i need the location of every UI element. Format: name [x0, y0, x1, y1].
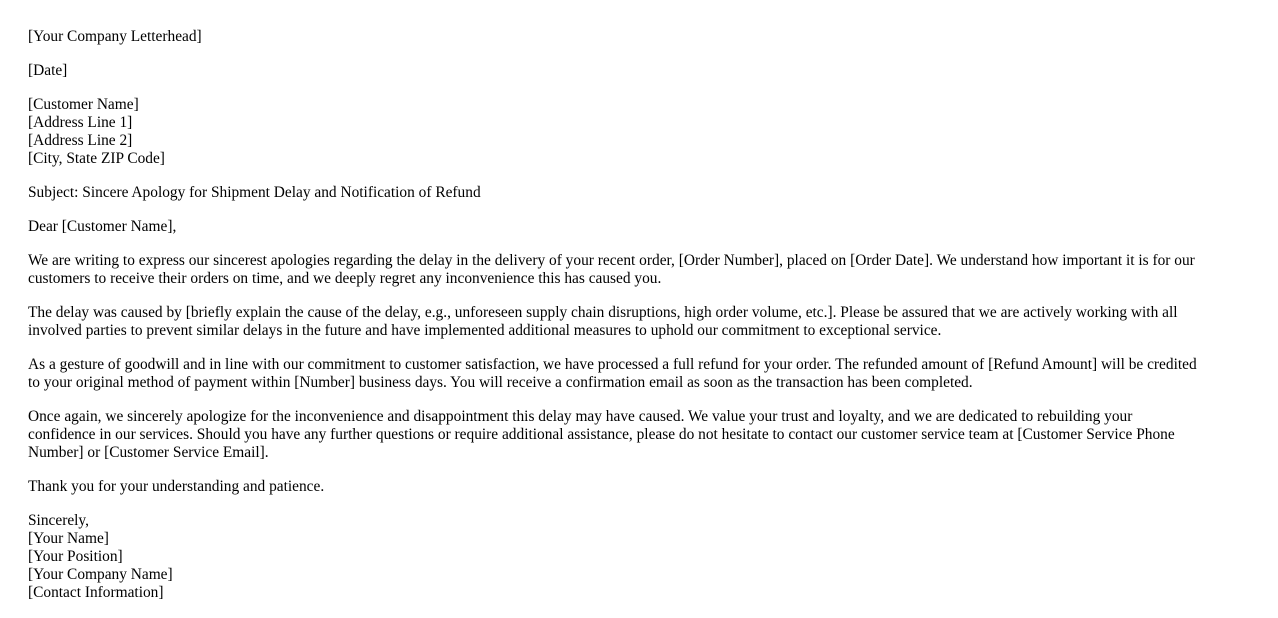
thanks-line	[28, 478, 1258, 496]
body-paragraph-1	[28, 252, 1258, 288]
signer-company: [Your Company Name]	[28, 566, 173, 583]
letter-document	[28, 28, 1258, 618]
subject-line	[28, 184, 1258, 202]
paragraph-line: Number] or [Customer Service Email].	[28, 444, 269, 461]
city-state-zip: [City, State ZIP Code]	[28, 150, 165, 167]
signature-block	[28, 512, 1258, 602]
thanks-text: Thank you for your understanding and patience.	[28, 478, 325, 495]
paragraph-line: confidence in our services. Should you have any further questions or require additional assistance, please do not hesitate to contact our customer service team at [Customer Service Phone	[28, 426, 1175, 443]
body-paragraph-2	[28, 304, 1258, 340]
paragraph-line: The delay was caused by [briefly explain the cause of the delay, e.g., unforeseen supply chain disruptions, high order volume, etc.]. Please be assured that we are actively working with all	[28, 304, 1178, 321]
recipient-name: [Customer Name]	[28, 96, 139, 113]
paragraph-line: As a gesture of goodwill and in line with our commitment to customer satisfaction, we have processed a full refund for your order. The refunded amount of [Refund Amount] will be credited	[28, 356, 1197, 373]
signer-name: [Your Name]	[28, 530, 109, 547]
paragraph-line: involved parties to prevent similar delays in the future and have implemented additional measures to uphold our commitment to exceptional service.	[28, 322, 942, 339]
body-paragraph-3	[28, 356, 1258, 392]
paragraph-line: to your original method of payment within [Number] business days. You will receive a confirmation email as soon as the transaction has been completed.	[28, 374, 973, 391]
signer-contact: [Contact Information]	[28, 584, 164, 601]
salutation	[28, 218, 1258, 236]
address-line-1: [Address Line 1]	[28, 114, 133, 131]
recipient-address	[28, 96, 1258, 168]
letterhead-text: [Your Company Letterhead]	[28, 28, 202, 45]
signer-position: [Your Position]	[28, 548, 123, 565]
valediction: Sincerely,	[28, 512, 89, 529]
body-paragraph-4	[28, 408, 1258, 462]
subject-text: Subject: Sincere Apology for Shipment Delay and Notification of Refund	[28, 184, 481, 201]
salutation-text: Dear [Customer Name],	[28, 218, 177, 235]
letter-date	[28, 62, 1258, 80]
paragraph-line: customers to receive their orders on time, and we deeply regret any inconvenience this has caused you.	[28, 270, 662, 287]
date-text: [Date]	[28, 62, 68, 79]
paragraph-line: Once again, we sincerely apologize for the inconvenience and disappointment this delay may have caused. We value your trust and loyalty, and we are dedicated to rebuilding your	[28, 408, 1133, 425]
address-line-2: [Address Line 2]	[28, 132, 133, 149]
letterhead	[28, 28, 1258, 46]
paragraph-line: We are writing to express our sincerest apologies regarding the delay in the delivery of your recent order, [Order Number], placed on [Order Date]. We understand how important it is for our	[28, 252, 1195, 269]
